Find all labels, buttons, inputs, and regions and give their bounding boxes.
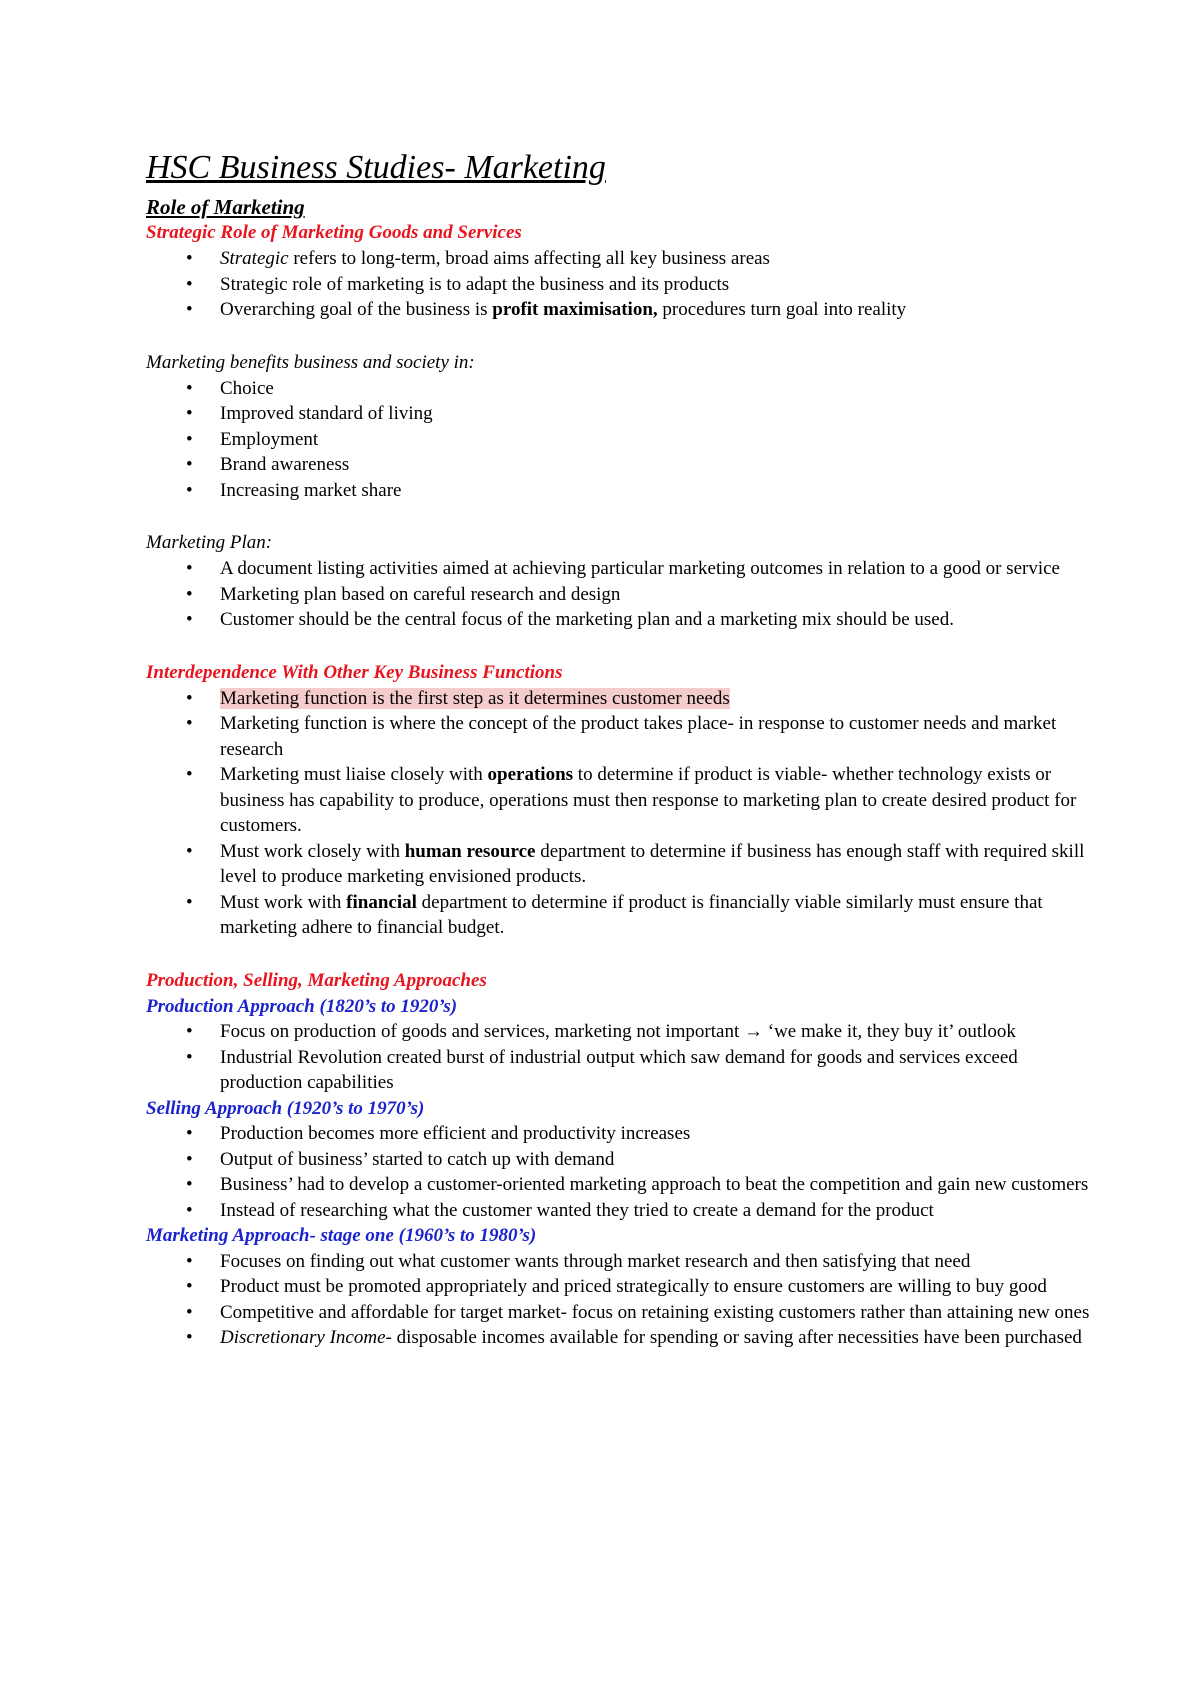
heading-marketing-approach: Marketing Approach- stage one (1960’s to 1980’s) (146, 1225, 537, 1246)
list-item: • Improved standard of living (146, 401, 1090, 427)
document-title: HSC Business Studies- Marketing (146, 149, 606, 186)
list-item: • Marketing plan based on careful research and design (146, 582, 1090, 608)
list-item: • Customer should be the central focus of the marketing plan and a marketing mix should be used. (146, 607, 1090, 633)
list-item: • Focus on production of goods and services, marketing not important → ‘we make it, they buy it’ outlook (146, 1019, 1090, 1045)
section-heading-role-of-marketing: Role of Marketing (146, 195, 305, 219)
benefits-list (146, 376, 1090, 504)
list-item: • Industrial Revolution created burst of industrial output which saw demand for goods and services exceed production capabilities (146, 1045, 1090, 1096)
list-item: • Marketing must liaise closely with operations to determine if product is viable- whether technology exists or business has capability to produce, operations must then response to marketing plan to create desired product for customers. (146, 762, 1090, 839)
list-item: • Focuses on finding out what customer wants through market research and then satisfying that need (146, 1249, 1090, 1275)
bold-text: profit maximisation, (492, 299, 658, 320)
list-item: • Employment (146, 427, 1090, 453)
heading-selling-approach: Selling Approach (1920’s to 1970’s) (146, 1097, 425, 1119)
list-item: • Competitive and affordable for target market- focus on retaining existing customers rather than attaining new ones (146, 1300, 1090, 1326)
list-item: • Discretionary Income- disposable incomes available for spending or saving after necessities have been purchased (146, 1325, 1090, 1351)
list-item: • Production becomes more efficient and productivity increases (146, 1121, 1090, 1147)
bold-text: operations (487, 764, 574, 785)
interdependence-list (146, 686, 1090, 941)
list-item: • Must work with financial department to determine if product is financially viable similarly must ensure that marketing adhere to financial budget. (146, 890, 1090, 941)
list-item: • Must work closely with human resource department to determine if business has enough staff with required skill level to produce marketing envisioned products. (146, 839, 1090, 890)
heading-marketing-plan: Marketing Plan: (146, 532, 273, 553)
heading-approaches: Production, Selling, Marketing Approaches (146, 969, 487, 991)
list-item: • Output of business’ started to catch up with demand (146, 1147, 1090, 1173)
plan-list (146, 556, 1090, 633)
list-item (146, 686, 1090, 712)
production-list (146, 1019, 1090, 1096)
list-item: • Instead of researching what the customer wanted they tried to create a demand for the product (146, 1198, 1090, 1224)
highlighted-text: Marketing function is the first step as it determines customer needs (220, 687, 730, 709)
list-item: • Marketing function is where the concept of the product takes place- in response to customer needs and market research (146, 711, 1090, 762)
marketing-approach-list (146, 1249, 1090, 1351)
bold-text: financial (346, 891, 417, 913)
heading-marketing-benefits: Marketing benefits business and society in: (146, 351, 475, 373)
list-item: • Brand awareness (146, 452, 1090, 478)
list-item: • A document listing activities aimed at achieving particular marketing outcomes in relation to a good or service (146, 556, 1090, 582)
heading-strategic-role: Strategic Role of Marketing Goods and Services (146, 222, 522, 243)
heading-production-approach: Production Approach (1820’s to 1920’s) (146, 995, 458, 1017)
document-content (146, 146, 1090, 1351)
emphasis-text: Strategic (220, 248, 289, 269)
list-item: • Business’ had to develop a customer-oriented marketing approach to beat the competition and gain new customers (146, 1172, 1090, 1198)
selling-list (146, 1121, 1090, 1223)
heading-interdependence: Interdependence With Other Key Business Functions (146, 661, 563, 683)
list-item: • Strategic role of marketing is to adapt the business and its products (146, 272, 1090, 298)
list-item: • Overarching goal of the business is profit maximisation, procedures turn goal into reality (146, 297, 1090, 323)
list-item: • Product must be promoted appropriately and priced strategically to ensure customers are willing to buy good (146, 1274, 1090, 1300)
list-item: • Increasing market share (146, 478, 1090, 504)
bold-text: human resource (404, 840, 536, 862)
strategic-list (146, 246, 1090, 323)
list-item: • Strategic refers to long-term, broad aims affecting all key business areas (146, 246, 1090, 272)
list-item: • Choice (146, 376, 1090, 402)
emphasis-text: Discretionary Income (220, 1327, 386, 1348)
